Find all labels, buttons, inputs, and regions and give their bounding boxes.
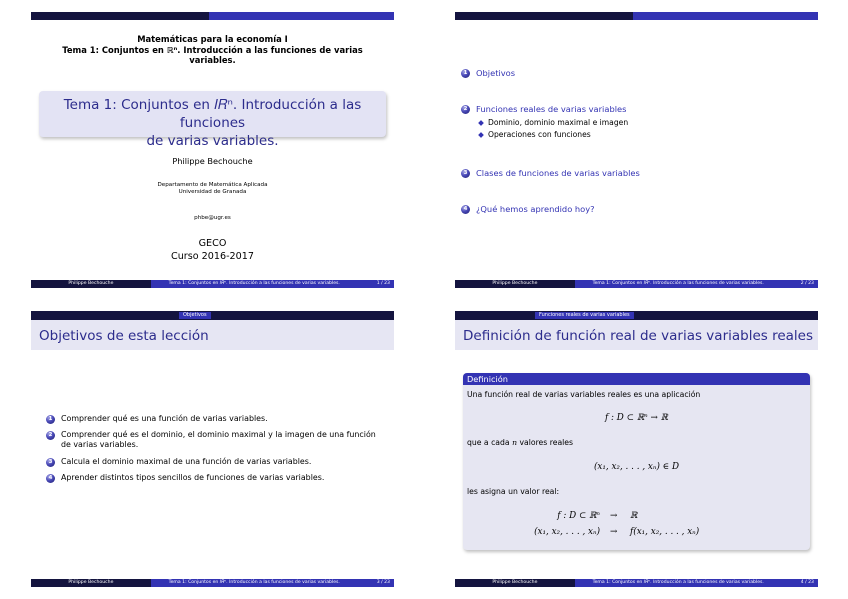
course-year: Curso 2016-2017 [171,251,254,262]
pdf-title [31,34,394,66]
eq-arrow: → [610,527,618,537]
frame-title: Definición de función real de varias variables reales [463,328,814,344]
toc-sublabel: Dominio, dominio maximal e imagen [488,118,629,127]
diamond-bullet-icon [478,120,484,126]
section-bar [455,311,818,320]
top-bar [31,12,394,20]
footer-title: Tema 1: Conjuntos en 𝐼𝑅ⁿ. Introducción a las funciones de varias variables. [151,579,358,587]
pdf-title-line: Matemáticas para la economía I [137,34,288,44]
objective-item [46,473,376,483]
footer-page: 4 / 23 [782,579,818,587]
title-line: de varias variables. [146,133,279,149]
institution-line: Departamento de Matemática Aplicada [157,182,268,188]
slide-3 [31,311,394,587]
section-tab[interactable]: Objetivos [179,312,211,319]
toc-subitem-operaciones[interactable] [479,130,591,139]
toc-item-objetivos[interactable] [461,68,515,78]
footer-title: Tema 1: Conjuntos en 𝐼𝑅ⁿ. Introducción a las funciones de varias variables. [575,579,782,587]
toc-sublabel: Operaciones con funciones [488,130,591,139]
footer-page: 2 / 23 [782,280,818,288]
number-ball-icon: 4 [46,474,55,483]
number-ball-icon: 4 [461,205,470,214]
number-ball-icon: 3 [461,169,470,178]
objective-item [46,457,376,467]
footer [455,280,818,288]
pdf-title-line: Tema 1: Conjuntos en ℝⁿ. Introducción a las funciones de varias [62,44,363,55]
author: Philippe Bechouche [172,156,253,166]
eq-left: f : D ⊂ ℝⁿ [557,511,600,521]
footer [31,280,394,288]
equation: (x₁, x₂, . . . , xₙ) ∈ D [593,462,680,472]
definition-text [467,438,573,447]
eq-right: f(x₁, x₂, . . . , xₙ) [630,527,700,537]
toc-item-clases[interactable] [461,168,640,178]
eq-right: ℝ [630,511,638,521]
block-header: Definición [463,373,810,385]
toc-label: Funciones reales de varias variables [476,104,627,114]
footer [31,579,394,587]
frame-title: Objetivos de esta lección [39,328,209,344]
footer-page: 1 / 23 [358,280,394,288]
number-ball-icon: 2 [461,105,470,114]
section-tab[interactable]: Funciones reales de varias variables [535,312,634,319]
objective-item [46,414,376,424]
definition-block [463,373,810,550]
title-box [39,91,386,149]
eq-arrow: → [610,511,618,521]
slide-2 [455,12,818,288]
toc-label: ¿Qué hemos aprendido hoy? [476,204,595,214]
footer-title: Tema 1: Conjuntos en 𝐼𝑅ⁿ. Introducción a las funciones de varias variables. [575,280,782,288]
top-bar [455,12,818,20]
definition-text: Una función real de varias variables reales es una aplicación [467,390,701,399]
objective-item [46,430,376,451]
footer-title: Tema 1: Conjuntos en 𝐼𝑅ⁿ. Introducción a las funciones de varias variables. [151,280,358,288]
institution-line: Universidad de Granada [178,189,247,196]
text-part: valores reales [519,438,574,447]
toc-item-aprendido[interactable] [461,204,595,214]
objective-text: Comprender qué es el dominio, el dominio maximal y la imagen de una función de varias variables. [61,430,376,450]
objective-text: Aprender distintos tipos sencillos de funciones de varias variables. [61,473,325,482]
footer-author: Philippe Bechouche [31,579,151,587]
equation: f : D ⊂ ℝⁿ → ℝ [605,413,668,423]
number-ball-icon: 2 [46,431,55,440]
institution [31,182,394,197]
footer-author: Philippe Bechouche [455,579,575,587]
slide-title [39,96,386,150]
number-ball-icon: 3 [46,458,55,467]
footer-author: Philippe Bechouche [31,280,151,288]
toc-label: Objetivos [476,68,516,78]
eq-left: (x₁, x₂, . . . , xₙ) [534,527,600,537]
number-ball-icon: 1 [46,415,55,424]
number-ball-icon: 1 [461,69,470,78]
slide-4 [455,311,818,587]
section-bar [31,311,394,320]
definition-text: les asigna un valor real: [467,487,560,496]
footer [455,579,818,587]
objective-text: Calcula el dominio maximal de una función de varias variables. [61,457,312,466]
toc-subitem-dominio[interactable] [479,118,628,127]
text-part: que a cada [467,438,510,447]
diamond-bullet-icon [478,132,484,138]
title-line: Tema 1: Conjuntos en 𝐼𝑅ⁿ. Introducción a las funciones [63,97,362,131]
email: phbe@ugr.es [194,215,231,221]
course-name: GECO [198,238,227,249]
toc-item-funciones[interactable] [461,104,626,114]
footer-author: Philippe Bechouche [455,280,575,288]
objective-text: Comprender qué es una función de varias variables. [61,414,268,423]
math-var: n [512,438,518,447]
toc-label: Clases de funciones de varias variables [476,168,640,178]
slide-1 [31,12,394,288]
footer-page: 3 / 23 [358,579,394,587]
pdf-title-line: variables. [189,55,236,65]
